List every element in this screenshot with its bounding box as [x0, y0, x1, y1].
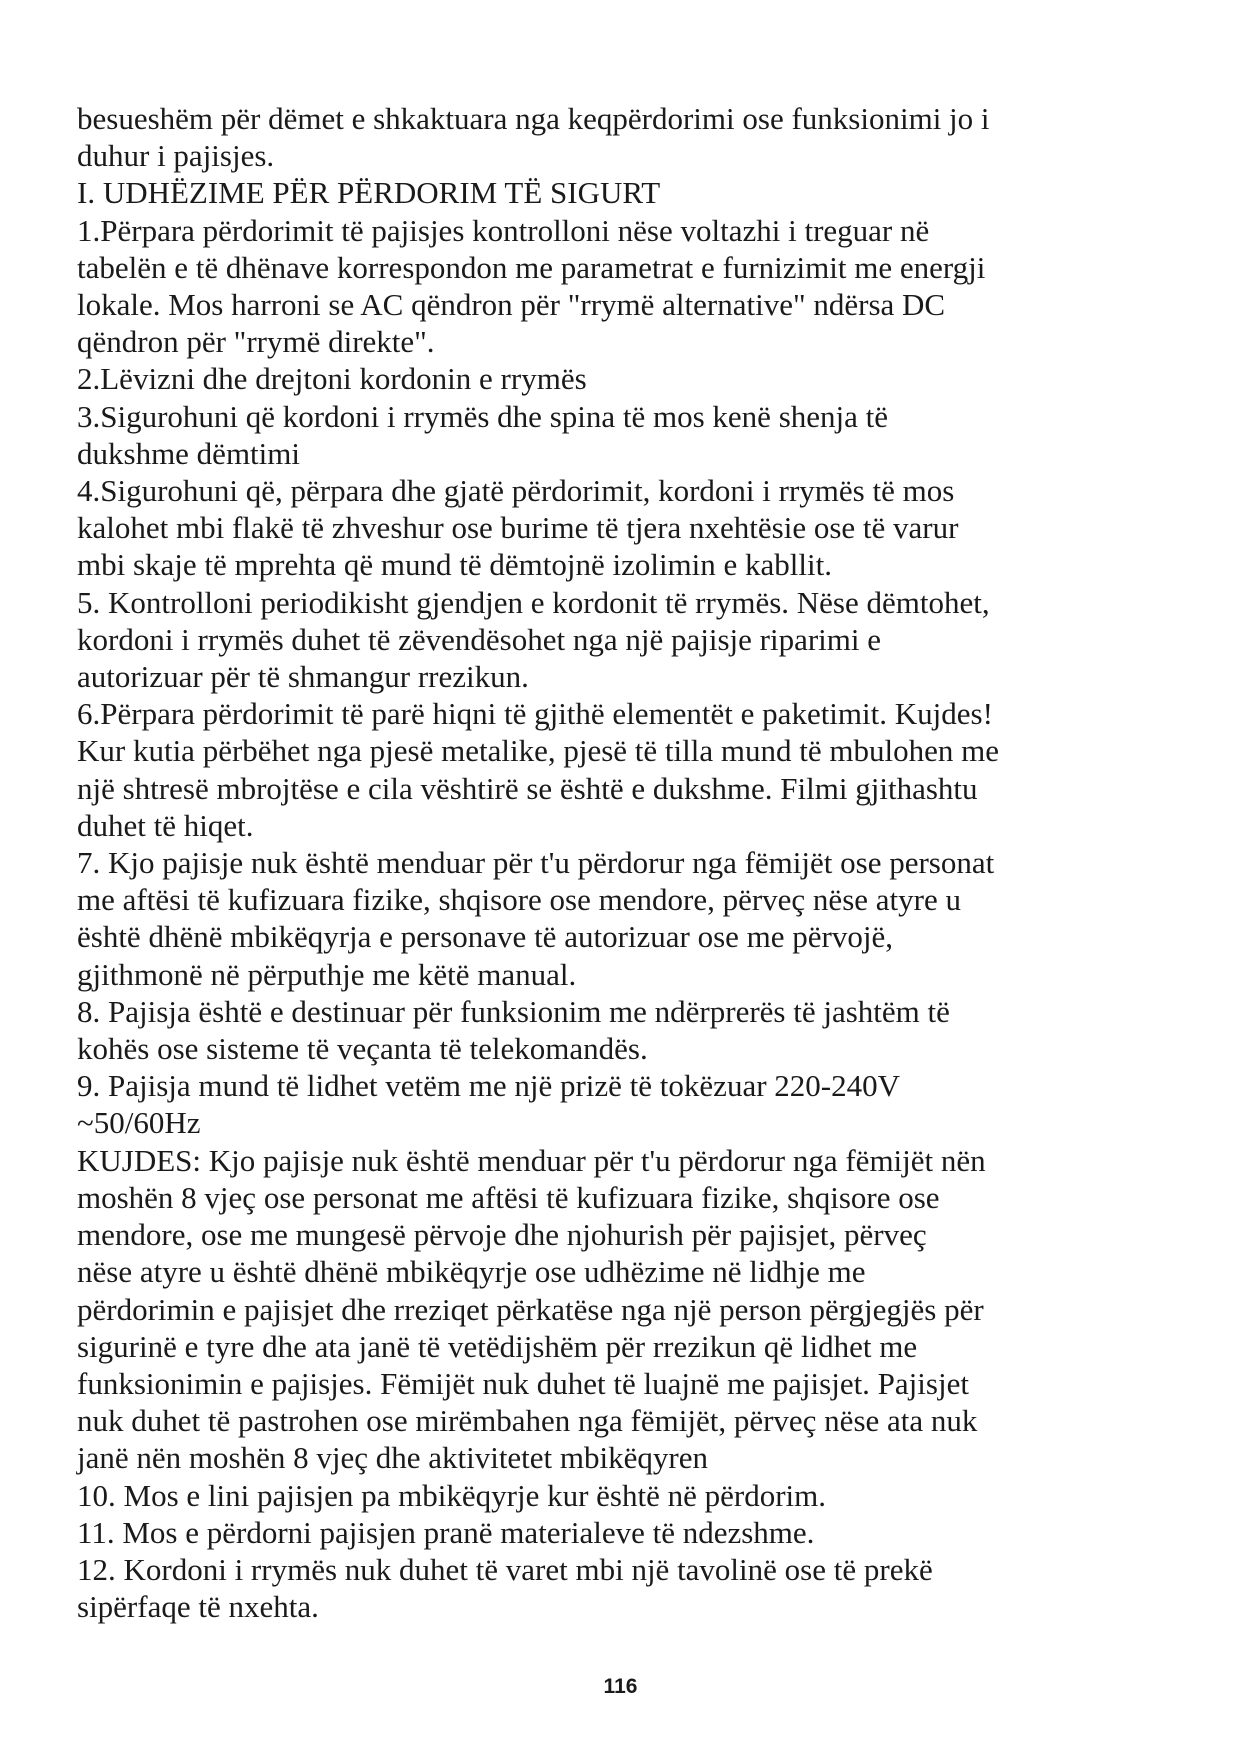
instruction-1: 1.Përpara përdorimit të pajisjes kontrolloni nëse voltazhi i treguar në tabelën e të dhënave korrespondon me parametrat e furnizimit me energji lokale. Mos harroni se AC qëndron për "rrymë alternative" ndërsa DC qëndron për "rrymë direkte".: [77, 212, 986, 360]
page-number: 116: [603, 1675, 638, 1698]
instruction-9: 9. Pajisja mund të lidhet vetëm me një prizë të tokëzuar 220-240V ~50/60Hz: [77, 1068, 900, 1141]
paragraph-intro-continuation: besueshëm për dëmet e shkaktuara nga keqpërdorimi ose funksionimi jo i duhur i pajisjes.: [77, 101, 990, 174]
instruction-11: 11. Mos e përdorni pajisjen pranë materialeve të ndezshme.: [77, 1514, 815, 1550]
document-body: [77, 100, 1097, 1625]
instruction-10: 10. Mos e lini pajisjen pa mbikëqyrje kur është në përdorim.: [77, 1477, 826, 1513]
instruction-6: 6.Përpara përdorimit të parë hiqni të gjithë elementët e paketimit. Kujdes! Kur kutia përbëhet nga pjesë metalike, pjesë të tilla mund të mbulohen me një shtresë mbrojtëse e cila vështirë se është e dukshme. Filmi gjithashtu duhet të hiqet.: [77, 696, 999, 843]
instruction-4: 4.Sigurohuni që, përpara dhe gjatë përdorimit, kordoni i rrymës të mos kalohet mbi flakë të zhveshur ose burime të tjera nxehtësie ose të varur mbi skaje të mprehta që mund të dëmtojnë izolimin e kabllit.: [77, 473, 959, 583]
instruction-3: 3.Sigurohuni që kordoni i rrymës dhe spina të mos kenë shenja të dukshme dëmtimi: [77, 398, 889, 471]
instruction-5: 5. Kontrolloni periodikisht gjendjen e kordonit të rrymës. Nëse dëmtohet, kordoni i rrymës duhet të zëvendësohet nga një pajisje riparimi e autorizuar për të shmangur rrezikun.: [77, 584, 990, 695]
instruction-7: 7. Kjo pajisje nuk është menduar për t'u përdorur nga fëmijët ose personat me aftësi të kufizuara fizike, shqisore ose mendore, përveç nëse atyre u është dhënë mbikëqyrja e personave të autorizuar ose me përvojë, gjithmonë në përputhje me këtë manual.: [77, 845, 995, 992]
caution-paragraph: KUJDES: Kjo pajisje nuk është menduar për t'u përdorur nga fëmijët nën moshën 8 vjeç ose personat me aftësi të kufizuara fizike, shqisore ose mendore, ose me mungesë përvoje dhe njohurish për pajisjet, përveç nëse atyre u është dhënë mbikëqyrje ose udhëzime në lidhje me përdorimin e pajisjet dhe rreziqet përkatëse nga një person përgjegjës për sigurinë e tyre dhe ata janë të vetëdijshëm për rrezikun që lidhet me funksionimin e pajisjes. Fëmijët nuk duhet të luajnë me pajisjet. Pajisjet nuk duhet të pastrohen ose mirëmbahen nga fëmijët, përveç nëse ata nuk janë nën moshën 8 vjeç dhe aktivitetet mbikëqyren: [77, 1142, 986, 1476]
section-heading: I. UDHËZIME PËR PËRDORIM TË SIGURT: [77, 175, 661, 211]
instruction-12: 12. Kordoni i rrymës nuk duhet të varet mbi një tavolinë ose të prekë sipërfaqe të nxehta.: [77, 1551, 933, 1625]
instruction-2: 2.Lëvizni dhe drejtoni kordonin e rrymës: [77, 361, 587, 397]
instruction-8: 8. Pajisja është e destinuar për funksionim me ndërprerës të jashtëm të kohës ose sisteme të veçanta të telekomandës.: [77, 993, 950, 1067]
